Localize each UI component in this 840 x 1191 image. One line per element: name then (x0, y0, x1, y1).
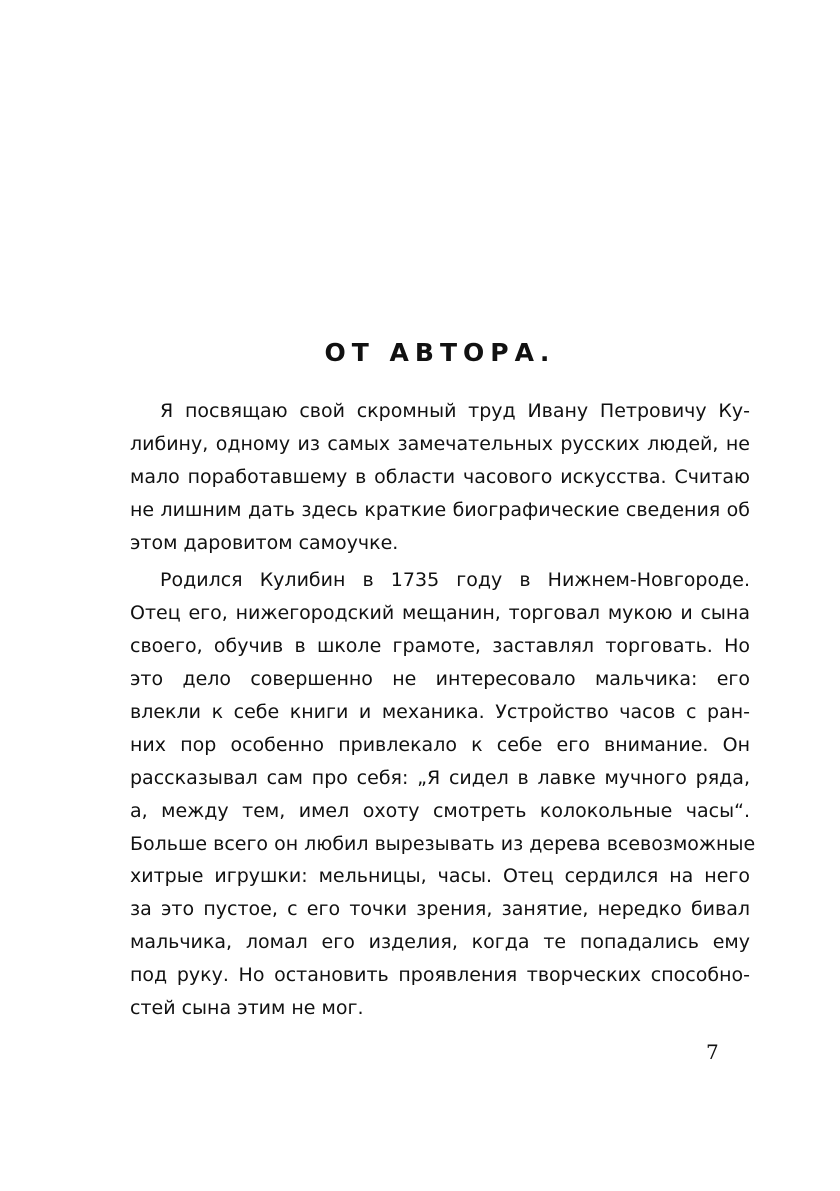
body-text (130, 395, 756, 1025)
text-line: мальчика, ломал его изделия, когда те попадались ему (130, 931, 750, 954)
text-line: Родился Кулибин в 1735 году в Нижнем-Новгороде. (160, 569, 750, 592)
text-line: этом даровитом самоучке. (130, 531, 399, 554)
text-line: них пор особенно привлекало к себе его внимание. Он (130, 733, 750, 756)
page-number: 7 (706, 1040, 719, 1064)
text-line: своего, обучив в школе грамоте, заставлял торговать. Но (130, 635, 750, 658)
text-line: а, между тем, имел охоту смотреть колокольные часы“. (130, 799, 750, 822)
text-line: Отец его, нижегородский мещанин, торговал мукою и сына (130, 602, 750, 625)
paragraph-biography (130, 564, 756, 1024)
text-line: не лишним дать здесь краткие биографические сведения об (130, 498, 750, 521)
text-line: за это пустое, с его точки зрения, занятие, нередко бивал (130, 898, 750, 921)
text-line: стей сына этим не мог. (130, 997, 364, 1020)
text-line: либину, одному из самых замечательных русских людей, не (130, 432, 750, 455)
text-line: рассказывал сам про себя: „Я сидел в лавке мучного ряда, (130, 766, 750, 789)
text-line: Больше всего он любил вырезывать из дерева всевозможные (130, 832, 756, 855)
text-line: под руку. Но остановить проявления творческих способно- (130, 964, 750, 987)
text-line: Я посвящаю свой скромный труд Ивану Петровичу Ку- (160, 400, 750, 422)
page-heading: ОТ АВТОРА. (324, 338, 556, 367)
text-line: хитрые игрушки: мельницы, часы. Отец сердился на него (130, 865, 750, 888)
text-line: мало поработавшему в области часового искусства. Считаю (130, 465, 750, 488)
text-line: это дело совершенно не интересовало мальчика: его (130, 668, 750, 691)
paragraph-dedication (130, 395, 750, 559)
text-line: влекли к себе книги и механика. Устройство часов с ран- (130, 701, 750, 724)
